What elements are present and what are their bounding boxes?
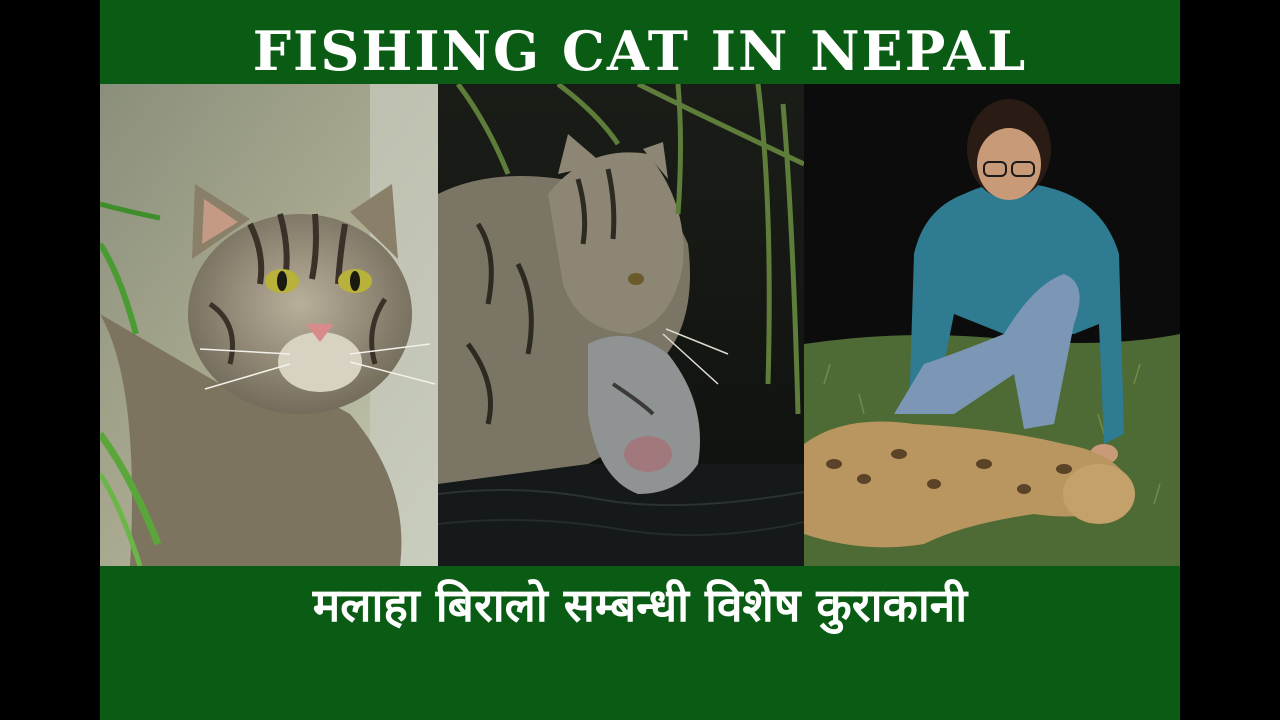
page-title: FISHING CAT IN NEPAL bbox=[252, 19, 1028, 83]
fishing-cat-with-fish-photo bbox=[438, 84, 804, 566]
photo-strip bbox=[100, 84, 1180, 566]
researcher-with-cat-photo bbox=[804, 84, 1180, 566]
fishing-cat-portrait-photo bbox=[100, 84, 438, 566]
thumbnail-frame bbox=[100, 0, 1180, 720]
nepali-subtitle: मलाहा बिरालो सम्बन्धी विशेष कुराकानी bbox=[312, 578, 968, 632]
